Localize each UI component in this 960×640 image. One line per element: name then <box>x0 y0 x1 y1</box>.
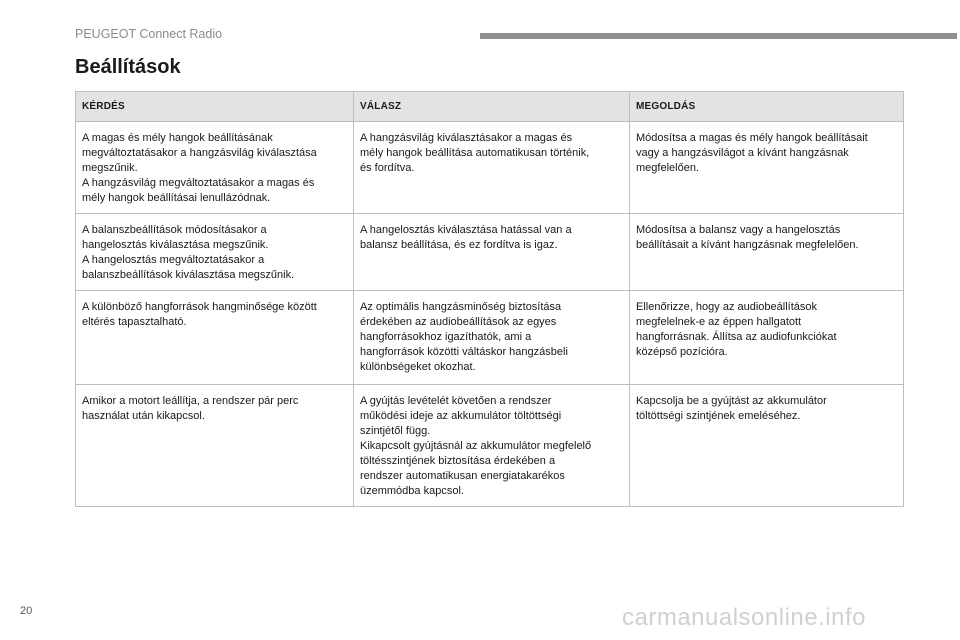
question-cell: A különböző hangforrások hangminősége között eltérés tapasztalható. <box>76 291 354 385</box>
page-title: Beállítások <box>75 56 181 78</box>
header-bar <box>480 33 957 39</box>
answer-cell: A hangelosztás kiválasztása hatással van a balansz beállítása, és ez fordítva is igaz. <box>354 214 630 291</box>
answer-cell: Az optimális hangzásminőség biztosítása érdekében az audiobeállítások az egyes hangforrásokhoz igazíthatók, ami a hangforrások közötti váltáskor hangzásbeli különbségeket okozhat. <box>354 291 630 385</box>
column-header-answer: VÁLASZ <box>354 92 630 122</box>
solution-cell: Módosítsa a balansz vagy a hangelosztás beállításait a kívánt hangzásnak megfelelően. <box>630 214 904 291</box>
column-header-question: KÉRDÉS <box>76 92 354 122</box>
faq-table <box>75 91 904 507</box>
solution-cell: Kapcsolja be a gyújtást az akkumulátor töltöttségi szintjének emeléséhez. <box>630 385 904 507</box>
page-number: 20 <box>20 605 33 617</box>
column-header-solution: MEGOLDÁS <box>630 92 904 122</box>
question-cell: A balanszbeállítások módosításakor a hangelosztás kiválasztása megszűnik. A hangelosztás megváltoztatásakor a balanszbeállítások kiválasztása megszűnik. <box>76 214 354 291</box>
table-header-row <box>76 92 904 122</box>
table-row <box>76 122 904 214</box>
answer-cell: A gyújtás levételét követően a rendszer működési ideje az akkumulátor töltöttségi szintjétől függ. Kikapcsolt gyújtásnál az akkumulátor megfelelő töltésszintjének biztosítása érdekében a rendszer automatikusan energiatakarékos üzemmódba kapcsol. <box>354 385 630 507</box>
answer-cell: A hangzásvilág kiválasztásakor a magas és mély hangok beállítása automatikusan történik, és fordítva. <box>354 122 630 214</box>
watermark: carmanualsonline.info <box>622 604 866 631</box>
table-row <box>76 214 904 291</box>
solution-cell: Módosítsa a magas és mély hangok beállításait vagy a hangzásvilágot a kívánt hangzásnak megfelelően. <box>630 122 904 214</box>
question-cell: Amikor a motort leállítja, a rendszer pár perc használat után kikapcsol. <box>76 385 354 507</box>
question-cell: A magas és mély hangok beállításának megváltoztatásakor a hangzásvilág kiválasztása megszűnik. A hangzásvilág megváltoztatásakor a magas és mély hangok beállításai lenullázódnak. <box>76 122 354 214</box>
header-title: PEUGEOT Connect Radio <box>75 27 223 41</box>
solution-cell: Ellenőrizze, hogy az audiobeállítások megfelelnek-e az éppen hallgatott hangforrásnak. Állítsa az audiofunkciókat középső pozícióra. <box>630 291 904 385</box>
table-row <box>76 291 904 385</box>
table-row <box>76 385 904 507</box>
